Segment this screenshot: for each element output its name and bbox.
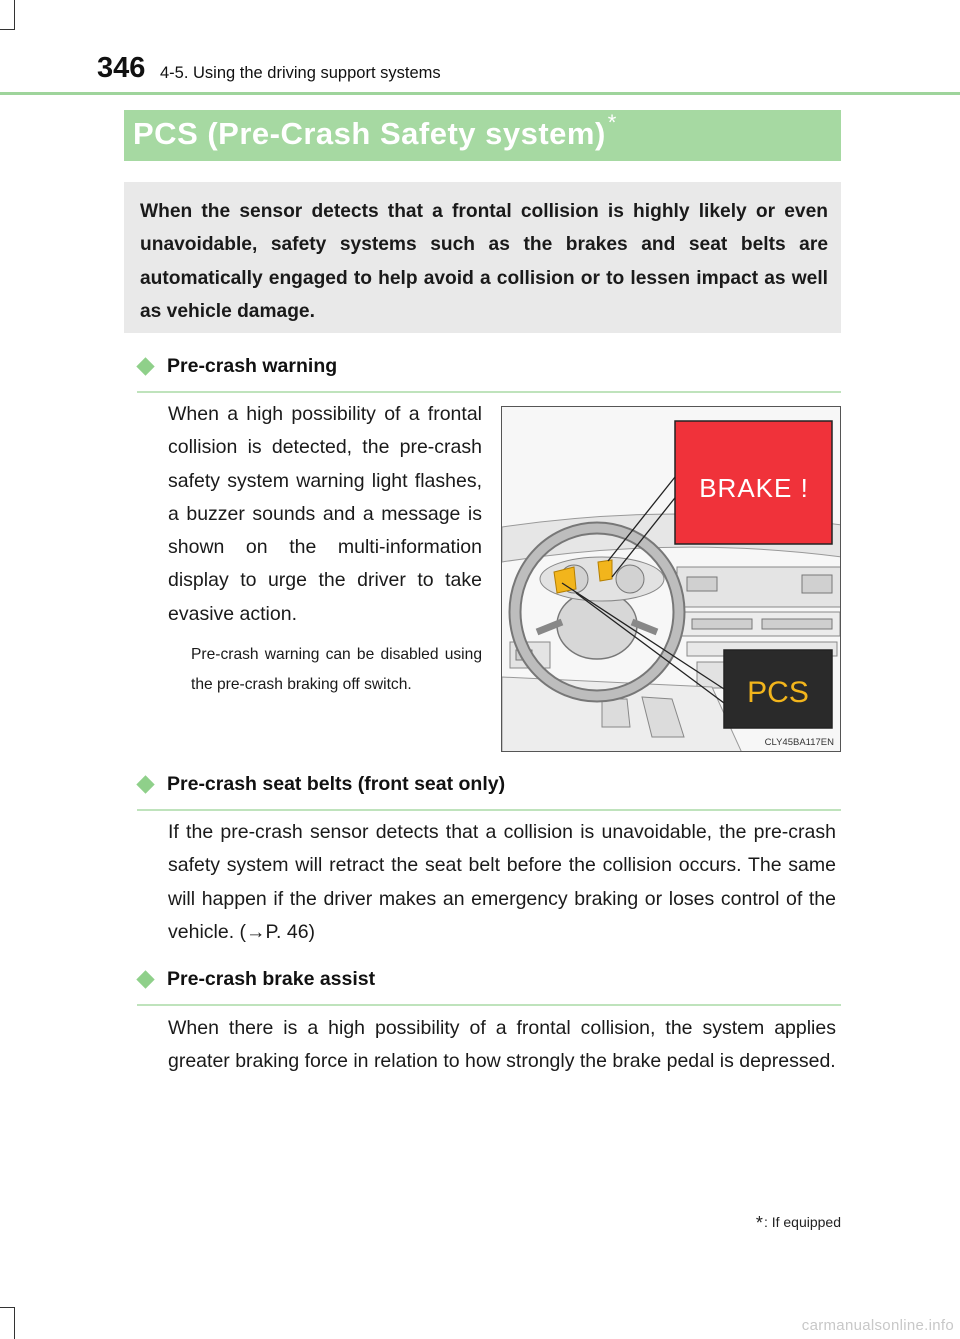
footnote [756, 1213, 841, 1234]
section-reference: 4-5. Using the driving support systems [160, 64, 441, 82]
title-footnote-marker: * [607, 110, 617, 135]
dashboard-svg [502, 407, 841, 752]
footnote-marker: * [755, 1213, 763, 1233]
diamond-bullet-icon [136, 775, 154, 793]
section-heading-rule [137, 391, 841, 393]
header-rule [0, 92, 960, 95]
pcs-warning-light-text: PCS [747, 676, 809, 709]
pre-crash-brake-assist-body: When there is a high possibility of a frontal collision, the system applies greater braking force in relation to how strongly the brake pedal is depressed. [168, 1017, 836, 1073]
section-heading-label: Pre-crash brake assist [167, 968, 376, 990]
crop-mark-bottom-left-h [0, 1307, 15, 1308]
figure-image-code: CLY45BA117EN [764, 737, 834, 748]
diamond-bullet-icon [136, 357, 154, 375]
title-banner [124, 110, 841, 161]
brake-message-text: BRAKE ! [699, 473, 809, 503]
diamond-bullet-icon [136, 970, 154, 988]
watermark: carmanualsonline.info [801, 1317, 954, 1334]
page-number: 346 [97, 52, 146, 84]
intro-box [124, 182, 841, 333]
pre-crash-warning-body: When a high possibility of a frontal collision is detected, the pre-crash safety system warning light flashes, a buzzer sounds and a message is shown on the multi-information display to urge the driver to take evasive action. [168, 403, 482, 625]
crop-mark-top-left-v [14, 0, 15, 30]
section-heading-rule [137, 809, 841, 811]
section-heading-label: Pre-crash warning [167, 355, 338, 377]
pre-crash-seat-belts-body: If the pre-crash sensor detects that a collision is unavoidable, the pre-crash safety system will retract the seat belt before the collision occurs. The same will happen if the driver makes an emergency braking or loses control of the vehicle. (→P. 46) [168, 821, 836, 943]
footnote-text: : If equipped [763, 1214, 841, 1230]
section-heading-rule [137, 1004, 841, 1006]
pre-crash-warning-note: Pre-crash warning can be disabled using the pre-crash braking off switch. [191, 646, 482, 693]
crop-mark-bottom-left-v [14, 1307, 15, 1339]
page-title: PCS (Pre-Crash Safety system) [133, 116, 606, 151]
dashboard-illustration [501, 406, 841, 752]
intro-text: When the sensor detects that a frontal collision is highly likely or even unavoidable, safety systems such as the brakes and seat belts are automatically engaged to help avoid a collision or to lessen impact as well as vehicle damage. [140, 201, 828, 322]
crop-mark-top-left-h [0, 29, 15, 30]
section-heading-label: Pre-crash seat belts (front seat only) [167, 773, 506, 795]
